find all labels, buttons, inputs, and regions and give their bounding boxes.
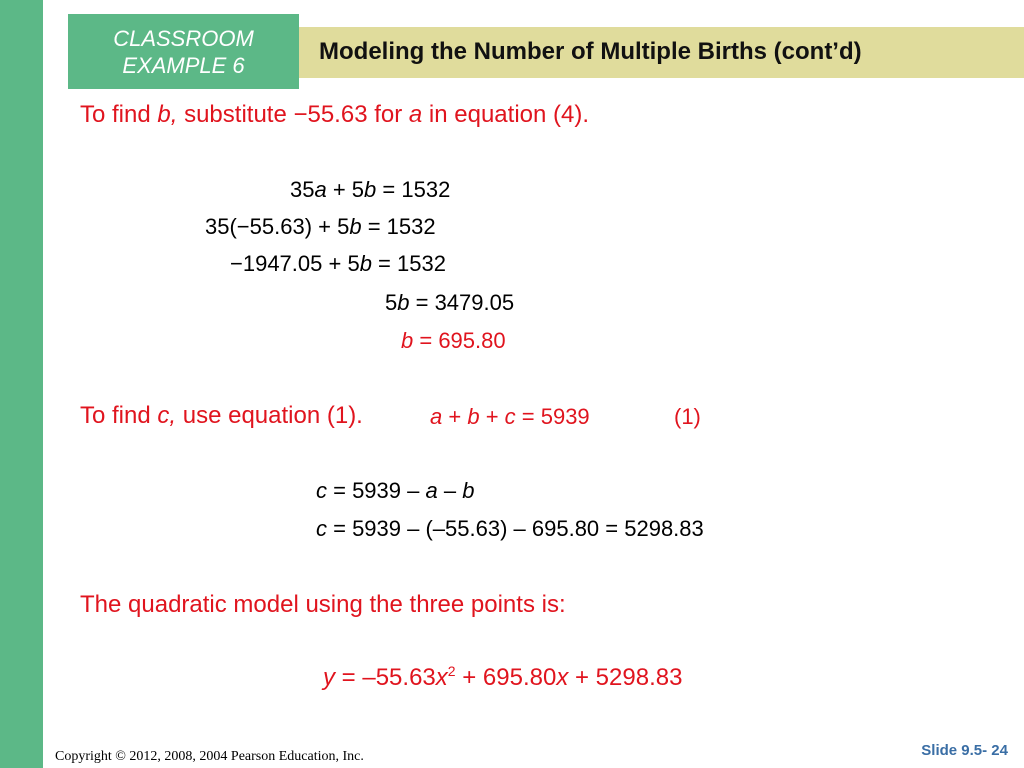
conclusion-text: The quadratic model using the three points is: bbox=[80, 591, 566, 618]
equation-7: c = 5939 – (–55.63) – 695.80 = 5298.83 bbox=[316, 516, 704, 541]
equation-6: c = 5939 – a – b bbox=[316, 478, 475, 503]
badge-line-2: EXAMPLE 6 bbox=[122, 52, 245, 78]
equation-1-ref: a + b + c = 5939 bbox=[430, 404, 590, 429]
quadratic-model: $y = -55.63x^2 + 695.80x + 5298.83$ bbox=[323, 663, 683, 691]
equation-5-result: b = 695.80 bbox=[401, 328, 506, 353]
find-c-intro: To find c, use equation (1). bbox=[80, 402, 363, 429]
copyright-notice: Copyright © 2012, 2008, 2004 Pearson Education, Inc. bbox=[55, 749, 364, 764]
equation-number: (1) bbox=[674, 404, 701, 429]
title-bar bbox=[299, 27, 1024, 78]
equation-2: 35(−55.63) + 5b = 1532 bbox=[205, 214, 436, 239]
slide-number: Slide 9.5- 24 bbox=[921, 742, 1008, 759]
side-accent-bar bbox=[0, 0, 43, 768]
equation-4: 5b = 3479.05 bbox=[385, 290, 515, 315]
slide-title: Modeling the Number of Multiple Births (cont’d) bbox=[319, 38, 862, 65]
classroom-example-badge bbox=[68, 14, 299, 89]
find-b-intro: To find b, substitute −55.63 for a in equation (4). bbox=[80, 101, 590, 128]
equation-1: 35a + 5b = 1532 bbox=[290, 177, 451, 202]
badge-line-1: CLASSROOM bbox=[113, 25, 254, 51]
equation-3: −1947.05 + 5b = 1532 bbox=[230, 251, 446, 276]
